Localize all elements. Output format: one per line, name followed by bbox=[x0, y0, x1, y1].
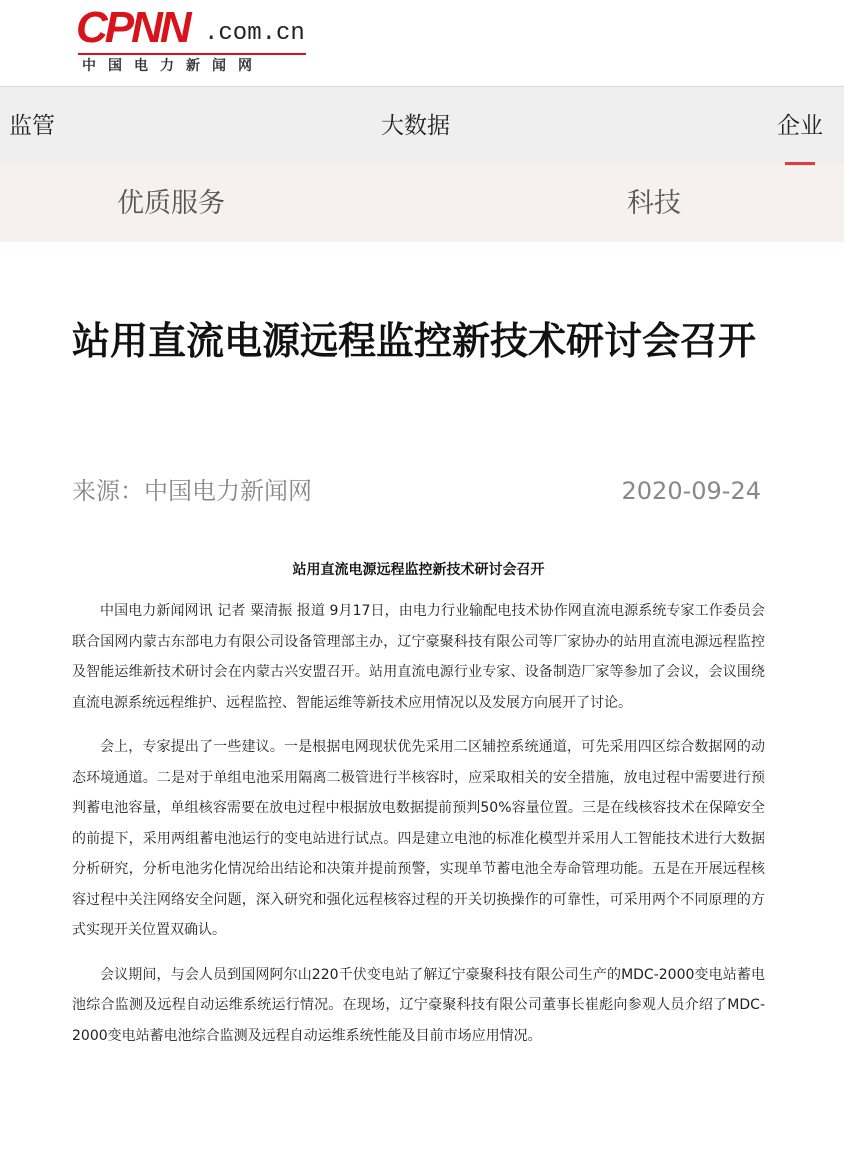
article-paragraph: 会议期间，与会人员到国网阿尔山220千伏变电站了解辽宁豪聚科技有限公司生产的MDC-2000变电站蓄电池综合监测及远程自动运维系统运行情况。在现场，辽宁豪聚科技有限公司董事长崔彪向参观人员介绍了MDC-2000变电站蓄电池综合监测及远程自动运维系统性能及目前市场应用情况。 bbox=[72, 966, 765, 1044]
article-body-title: 站用直流电源远程监控新技术研讨会召开 bbox=[292, 562, 545, 578]
nav-item-big-data[interactable]: 大数据 bbox=[381, 113, 450, 139]
nav-item-enterprise-label: 企业 bbox=[777, 113, 823, 139]
article-paragraph: 中国电力新闻网讯 记者 粟清振 报道 9月17日，由电力行业输配电技术协作网直流电源系统专家工作委员会联合国网内蒙古东部电力有限公司设备管理部主办，辽宁豪聚科技有限公司等厂家协办的站用直流电源远程监控及智能运维新技术研讨会在内蒙古兴安盟召开。站用直流电源行业专家、设备制造厂家等参加了会议，会议围绕直流电源系统远程维护、远程监控、智能运维等新技术应用情况以及发展方向展开了讨论。 bbox=[72, 603, 765, 711]
article-source: 来源：中国电力新闻网 bbox=[72, 477, 312, 505]
site-header bbox=[0, 0, 844, 87]
nav-item-enterprise[interactable] bbox=[777, 87, 823, 165]
article-body bbox=[72, 560, 765, 1065]
nav-item-supervision[interactable]: 监管 bbox=[9, 113, 55, 139]
article-title: 站用直流电源远程监控新技术研讨会召开 bbox=[72, 319, 757, 363]
subnav-item-technology[interactable]: 科技 bbox=[627, 188, 681, 219]
primary-nav bbox=[0, 87, 844, 165]
article-date: 2020-09-24 bbox=[621, 477, 761, 505]
logo-subtitle: 中国电力新闻网 bbox=[82, 58, 264, 74]
secondary-nav bbox=[0, 165, 844, 242]
article-paragraph: 会上，专家提出了一些建议。一是根据电网现状优先采用二区辅控系统通道，可先采用四区综合数据网的动态环境通道。二是对于单组电池采用隔离二极管进行半核容时，应采取相关的安全措施，放电过程中需要进行预判蓄电池容量，单组核容需要在放电过程中根据放电数据提前预判50%容量位置。三是在线核容技术在保障安全的前提下，采用两组蓄电池运行的变电站进行试点。四是建立电池的标准化模型并采用人工智能技术进行大数据分析研究，分析电池劣化情况给出结论和决策并提前预警，实现单节蓄电池全寿命管理功能。五是在开展远程核容过程中关注网络安全问题，深入研究和强化远程核容过程的开关切换操作的可靠性，可采用两个不同原理的方式实现开关位置双确认。 bbox=[72, 739, 765, 938]
logo-wordmark: CPNN bbox=[76, 3, 189, 52]
cpnn-logo[interactable] bbox=[76, 3, 316, 76]
subnav-item-quality-service[interactable]: 优质服务 bbox=[117, 188, 225, 219]
logo-domain: .com.cn bbox=[204, 20, 305, 47]
logo-divider bbox=[78, 53, 306, 55]
